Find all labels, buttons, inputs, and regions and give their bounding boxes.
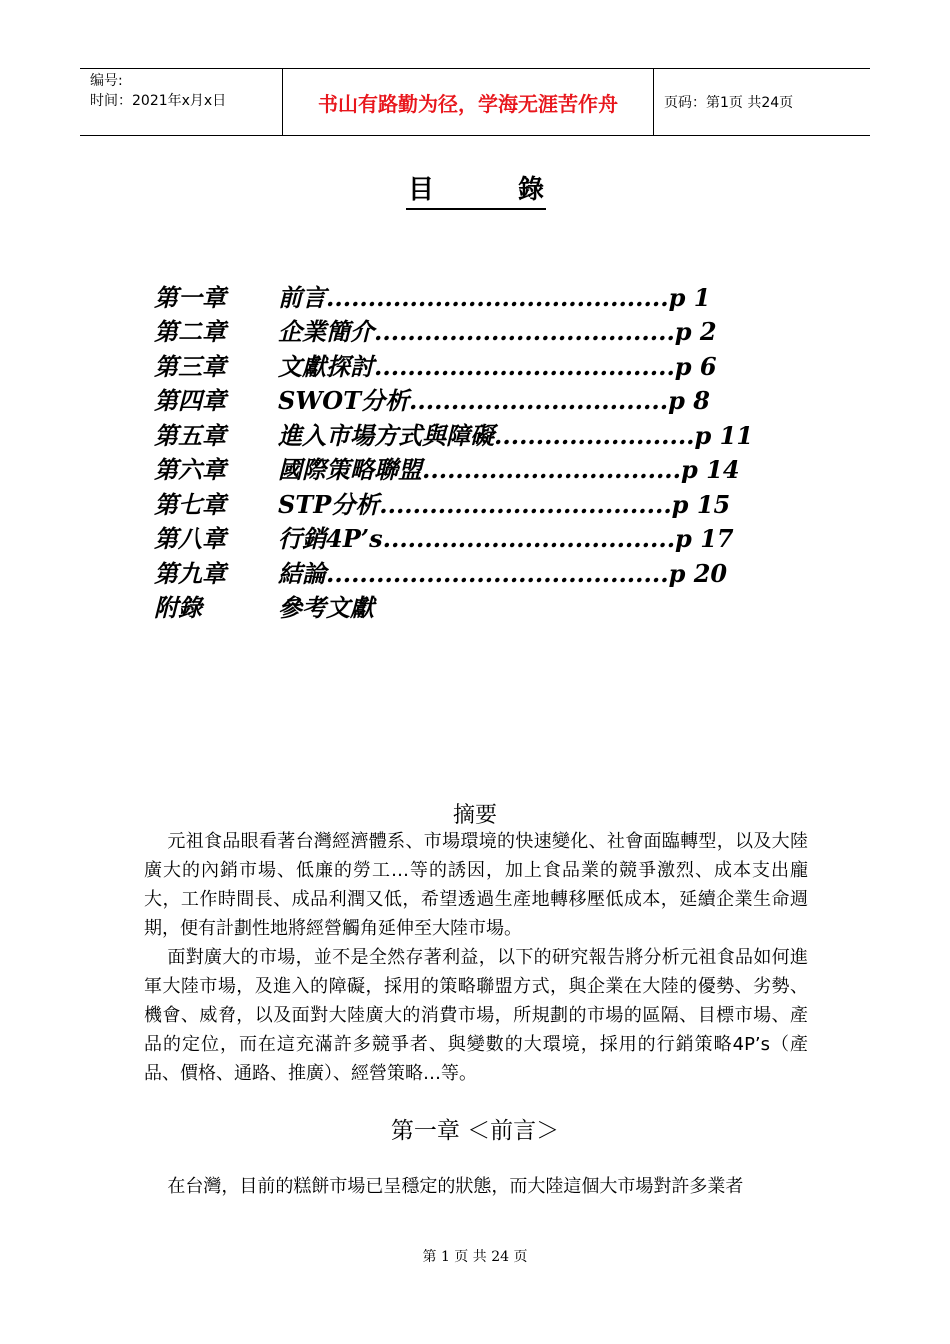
page-footer: 第 1 页 共 24 页 (422, 1249, 528, 1265)
number-label: 编号: (90, 73, 123, 89)
toc-entry: 國際策略聯盟...............................p 14 (278, 455, 740, 485)
chapter-1-paragraph: 在台灣，目前的糕餅市場已呈穩定的狀態，而大陸這個大市場對許多業者 (167, 1176, 744, 1197)
toc-entry: 參考文獻 (278, 593, 374, 623)
toc-chapter: 第三章 (154, 351, 226, 381)
toc-chapter: 第八章 (154, 524, 226, 554)
toc-chapter: 第一章 (154, 282, 226, 312)
abstract-paragraph-2: 面對廣大的市場，並不是全然存著利益，以下的研究報告將分析元祖食品如何進軍大陸市場，及進入的障礙，採用的策略聯盟方式，與企業在大陸的優勢、劣勢、機會、威脅，以及面對大陸廣大的消費市場，所規劃的市場的區隔、目標市場、產品的定位，而在這充滿許多競爭者、與變數的大環境，採用的行銷策略4P’s（產品、價格、通路、推廣）、經營策略…等。 (144, 947, 808, 1084)
time-label: 时间：2021年x月x日 (90, 93, 227, 109)
header-meta (80, 69, 282, 135)
toc-row[interactable] (154, 313, 794, 348)
header-page-info: 页码：第1页 共24页 (664, 95, 794, 111)
toc-title (406, 172, 546, 210)
toc-row[interactable] (154, 382, 794, 417)
toc-entry: 前言.........................................p 1 (278, 282, 711, 312)
toc-row[interactable] (154, 278, 794, 313)
toc-entry: STP分析...................................p 15 (278, 489, 731, 519)
toc-chapter: 第七章 (154, 489, 226, 519)
abstract-paragraph-1: 元祖食品眼看著台灣經濟體系、市場環境的快速變化、社會面臨轉型，以及大陸廣大的內銷市場、低廉的勞工…等的誘因，加上食品業的競爭激烈、成本支出龐大，工作時間長、成品利潤又低，希望透過生產地轉移壓低成本，延續企業生命週期，便有計劃性地將經營觸角延伸至大陸市場。 (144, 831, 808, 939)
toc-chapter: 第九章 (154, 558, 226, 588)
toc-entry: SWOT分析...............................p 8 (278, 386, 710, 416)
toc-row[interactable] (154, 451, 794, 486)
table-of-contents (154, 278, 794, 623)
toc-row[interactable] (154, 554, 794, 589)
toc-title-right: 錄 (517, 175, 544, 205)
chapter-1-title: 第一章 ＜前言＞ (390, 1118, 560, 1144)
toc-entry: 結論.........................................p 20 (278, 558, 728, 588)
toc-row[interactable] (154, 485, 794, 520)
toc-row[interactable] (154, 589, 794, 624)
toc-chapter: 第四章 (154, 386, 226, 416)
toc-chapter: 第二章 (154, 317, 226, 347)
toc-title-left: 目 (408, 175, 435, 205)
page-header (80, 68, 870, 136)
header-motto: 书山有路勤为径，学海无涯苦作舟 (282, 69, 654, 135)
toc-row[interactable] (154, 416, 794, 451)
toc-row[interactable] (154, 347, 794, 382)
toc-entry: 文獻探討....................................p 6 (278, 351, 717, 381)
toc-chapter: 第五章 (154, 420, 226, 450)
toc-entry: 行銷4P’s...................................p 17 (278, 524, 734, 554)
toc-chapter: 附錄 (154, 593, 202, 623)
toc-row[interactable] (154, 520, 794, 555)
toc-chapter: 第六章 (154, 455, 226, 485)
toc-entry: 進入市場方式與障礙........................p 11 (278, 420, 754, 450)
toc-entry: 企業簡介....................................p 2 (278, 317, 717, 347)
abstract-title: 摘要 (452, 803, 497, 828)
